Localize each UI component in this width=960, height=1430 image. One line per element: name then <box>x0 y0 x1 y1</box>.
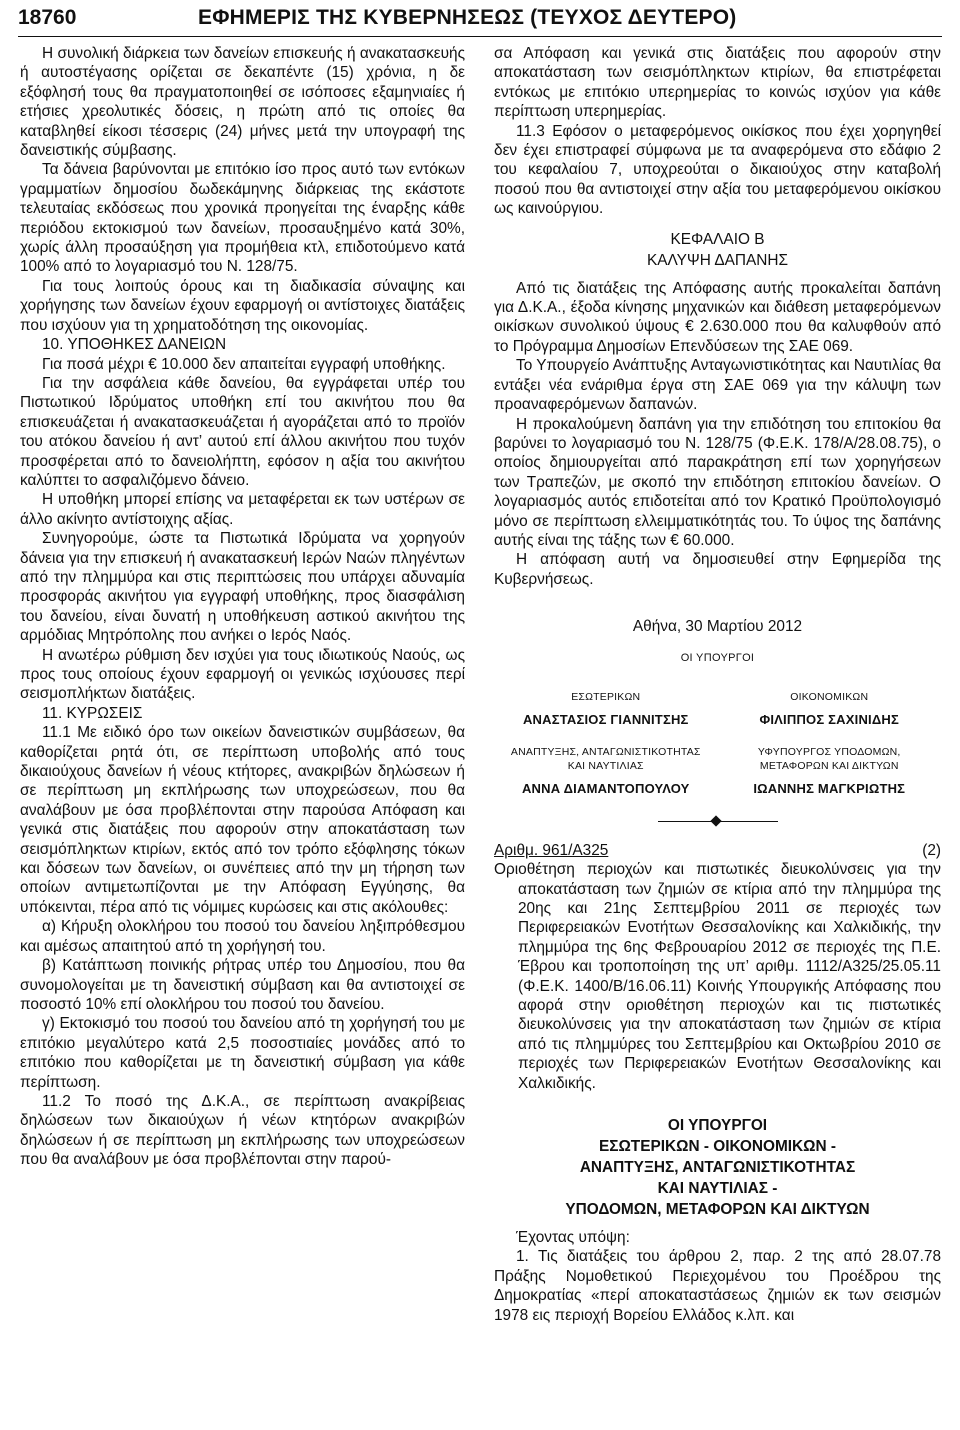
paragraph: 11.2 Το ποσό της Δ.Κ.Α., σε περίπτωση ανακρίβειας δηλώσεων των δικαιούχων ή νέων κτητόρων ανακριβών δηλώσεων ή σε περίπτωση μη εκπλήρωσης των υποχρεώσεων που θα αναλάβουν με όσα προβλέπονται στην παρού- <box>20 1092 465 1169</box>
chapter-heading <box>494 229 941 271</box>
signature-role-line: ΑΝΑΠΤΥΞΗΣ, ΑΝΤΑΓΩΝΙΣΤΙΚΟΤΗΤΑΣ <box>510 746 701 759</box>
paragraph: Συνηγορούμε, ώστε τα Πιστωτικά Ιδρύματα να χορηγούν δάνεια για την επισκευή ή ανακατασκευή Ιερών Ναών πληγέντων από την πλημμύρα και στις περιπτώσεις που υπάρχει αδυναμία προσφοράς ακινήτου για εγγραφή υποθήκης, προς διασφάλιση του δανείου, είναι δυνατή η υποθήκευση αστικού ακινήτου της αρμόδιας Μητρόπολης που ανήκει ο Ιερός Ναός. <box>20 530 465 645</box>
signature-name: ΦΙΛΙΠΠΟΣ ΣΑΧΙΝΙΔΗΣ <box>759 711 899 727</box>
gazette-title: ΕΦΗΜΕΡΙΣ ΤΗΣ ΚΥΒΕΡΝΗΣΕΩΣ (ΤΕΥΧΟΣ ΔΕΥΤΕΡΟ) <box>198 6 737 29</box>
signature-date: Αθήνα, 30 Μαρτίου 2012 <box>632 618 803 636</box>
signature-block <box>494 690 718 729</box>
paragraph: Η προκαλούμενη δαπάνη για την επιδότηση του επιτοκίου θα βαρύνει το λογαριασμό του Ν. 128/75 (Φ.Ε.Κ. 178/Α/28.08.75), ο οποίος δημιουργείται από παρακράτηση επί των χορηγήσεων των Τραπεζών, με σκοπό την επιδότηση επιτοκίου δανείων. Ο λογαριασμός αυτός επιδοτείται από τον Κρατικό Προϋπολογισμό μόνο σε περίπτωση ελλειμματικότητάς του. Το ύψος της δαπάνης αυτής είναι της τάξης των € 60.000. <box>494 415 941 549</box>
diamond-icon <box>710 815 721 826</box>
right-column <box>494 44 941 1325</box>
signature-role: ΟΙΚΟΝΟΜΙΚΩΝ <box>790 690 869 703</box>
paragraph: σα Απόφαση και γενικά στις διατάξεις που αφορούν στην αποκατάσταση των σεισμόπληκτων κτιρίων, θα επιστρέφεται εντόκως με επιτόκιο υπερημερίας το κοινώς ισχύον για κάθε περίπτωση υπερημερίας. <box>494 45 941 121</box>
section-heading-10: 10. ΥΠΟΘΗΚΕΣ ΔΑΝΕΙΩΝ <box>42 336 227 354</box>
paragraph: Για ποσά μέχρι € 10.000 δεν απαιτείται εγγραφή υποθήκης. <box>42 355 446 373</box>
signature-block <box>494 745 718 798</box>
paragraph: Το Υπουργείο Ανάπτυξης Ανταγωνιστικότητας και Ναυτιλίας θα εντάξει νέα ενάριθμα έργα στη ΣΑΕ 069 για την κάλυψη των προαναφερόμενων δαπανών. <box>494 357 942 414</box>
paragraph: Για την ασφάλεια κάθε δανείου, θα εγγράφεται υπέρ του Πιστωτικού Ιδρύματος υποθήκη επί του ακινήτου που θα επισκευάζεται ή ανακατασκευάζεται ή αγοράζεται από το προϊόν του ατόκου δανείου ή αντ’ αυτού επί άλλου ακινήτου που τυχόν προσφέρεται από το δανειολήπτη, εφόσον η αξία του ακινήτου καλύπτει το ασφαλιζόμενο δάνειο. <box>20 374 465 489</box>
header-rule <box>18 36 942 37</box>
signature-name: ΑΝΑΣΤΑΣΙΟΣ ΓΙΑΝΝΙΤΣΗΣ <box>522 711 689 727</box>
signature-block <box>718 745 942 798</box>
list-item-b: β) Κατάπτωση ποινικής ρήτρας υπέρ του Δημοσίου, που θα συνομολογείται με τη δανειστική σύμβαση και θα αντιστοιχεί σε ποσοστό 10% επί ολοκλήρου του ποσού του δανείου. <box>20 957 465 1013</box>
page-number: 18760 <box>18 6 77 29</box>
section-divider <box>494 815 941 829</box>
ministers-label: ΟΙ ΥΠΟΥΡΓΟΙ <box>680 651 755 664</box>
signature-role: ΕΣΩΤΕΡΙΚΩΝ <box>571 690 641 703</box>
decision-title: Οριοθέτηση περιοχών και πιστωτικές διευκολύνσεις για την αποκατάσταση των ζημιών σε κτίρια από την πλημμύρα της 20ης και 21ης Σεπτεμβρίου 2011 σε περιοχές των Περιφερειακών Ενοτήτων Θεσσαλονίκης και Χαλκιδικής, την πλημμύρα της 6ης Φεβρουαρίου 2012 σε περιοχές της Π.Ε. Έβρου και τροποποίηση της υπ’ αριθμ. 1112/Α325/25.05.11 (Φ.Ε.Κ. 1400/Β/16.06.11) Κοινής Υπουργικής Απόφασης που αφορά στην οριοθέτηση περιοχών και τις πιστωτικές διευκολύνσεις για την αποκατάσταση των ζημιών σε κτίρια από τις πλημμύρες του Σεπτεμβρίου και Οκτωβρίου 2010 σε περιοχές των Περιφερειακών Ενοτήτων Θεσσαλονίκης και Χαλκιδικής. <box>494 861 941 1092</box>
left-column <box>20 44 465 1170</box>
signature-row <box>494 690 941 729</box>
paragraph: 1. Τις διατάξεις του άρθρου 2, παρ. 2 της από 28.07.78 Πράξης Νομοθετικού Περιεχομένου του Προέδρου της Δημοκρατίας «περί αποκαταστάσεως ζημιών εκ των σεισμών 1978 εις περιοχή Βορείου Ελλάδος κ.λπ. και <box>494 1248 941 1324</box>
list-item-c: γ) Εκτοκισμό του ποσού του δανείου από τη χορήγησή του με επιτόκιο μεγαλύτερο κατά 2,5 ποσοστιαίες μονάδες από το επιτόκιο που καθορίζεται με τη δανειστική σύμβαση για κάθε περίπτωση. <box>20 1015 465 1091</box>
decision-sequence: (2) <box>922 841 941 859</box>
having-regard: Έχοντας υπόψη: <box>516 1229 630 1247</box>
signature-name: ΙΩΑΝΝΗΣ ΜΑΓΚΡΙΩΤΗΣ <box>753 781 906 797</box>
chapter-title: ΚΕΦΑΛΑΙΟ Β <box>670 230 765 248</box>
ministers-heading-line: ΑΝΑΠΤΥΞΗΣ, ΑΝΤΑΓΩΝΙΣΤΙΚΟΤΗΤΑΣ <box>579 1159 856 1177</box>
paragraph: Για τους λοιπούς όρους και τη διαδικασία σύναψης και χορήγησης των δανείων έχουν εφαρμογή οι αντίστοιχες διατάξεις που ισχύουν για τη χρηματοδότηση της οικονομίας. <box>20 277 465 334</box>
ministers-heading-line: ΚΑΙ ΝΑΥΤΙΛΙΑΣ - <box>657 1180 778 1198</box>
paragraph: Η υποθήκη μπορεί επίσης να μεταφέρεται εκ των υστέρων σε άλλο ακίνητο αντίστοιχης αξίας. <box>20 491 465 528</box>
paragraph: 11.3 Εφόσον ο μεταφερόμενος οικίσκος που έχει χορηγηθεί δεν έχει επιστραφεί σύμφωνα με τα αναφερόμενα στο εδάφιο 2 του κεφαλαίου 7, υποχρεούται ο δικαιούχος στην καταβολή ποσού που θα αντιστοιχεί στην αξία του μεταφερόμενου οικίσκου ως καινούργιου. <box>494 122 941 218</box>
chapter-subtitle: ΚΑΛΥΨΗ ΔΑΠΑΝΗΣ <box>646 251 788 269</box>
signature-role <box>494 745 718 773</box>
signature-role-line: ΚΑΙ ΝΑΥΤΙΛΙΑΣ <box>567 760 644 773</box>
paragraph: Από τις διατάξεις της Απόφασης αυτής προκαλείται δαπάνη για Δ.Κ.Α., έξοδα κίνησης μηχανικών και διάθεση μεταφερόμενων οικίσκων συνολικού ύψους € 2.630.000 που θα καλυφθούν από το Πρόγραμμα Δημοσίων Επενδύσεων της ΣΑΕ 069. <box>494 279 941 355</box>
signature-name: ΑΝΝΑ ΔΙΑΜΑΝΤΟΠΟΥΛΟΥ <box>521 781 690 797</box>
signature-role <box>718 745 942 773</box>
signature-block <box>718 690 942 729</box>
decision-number: Αριθμ. 961/Α325 <box>494 841 609 859</box>
signature-role-line: ΜΕΤΑΦΟΡΩΝ ΚΑΙ ΔΙΚΤΥΩΝ <box>759 760 899 773</box>
ministers-heading-line: ΟΙ ΥΠΟΥΡΓΟΙ <box>667 1117 768 1135</box>
page-header <box>18 0 942 36</box>
decision-number-row <box>494 841 941 860</box>
ministers-heading <box>494 1115 941 1220</box>
section-heading-11: 11. ΚΥΡΩΣΕΙΣ <box>42 704 143 722</box>
paragraph: Τα δάνεια βαρύνονται με επιτόκιο ίσο προς αυτό των εντόκων γραμματίων δημοσίου δωδεκάμηνης διάρκειας της εκάστοτε τελευταίας εκδόσεως που χρονικά προηγείται της έναρξης κάθε περιόδου εκτοκισμού των δανείων, προσαυξημένο κατά 30%, χωρίς άλλη προσαύξηση για προμήθεια κτλ, επιδοτούμενο κατά 100% από το λογαριασμό του Ν. 128/75. <box>20 161 465 276</box>
paragraph: Η ανωτέρω ρύθμιση δεν ισχύει για τους ιδιωτικούς Ναούς, ως προς τους οποίους έχουν εφαρμογή οι γενικώς ισχύουσες περί σεισμοπλήκτων διατάξεις. <box>20 646 465 703</box>
paragraph: Η συνολική διάρκεια των δανείων επισκευής ή ανακατασκευής ή αυτοστέγασης ορίζεται σε δεκαπέντε (15) χρόνια, η δε εξόφλησή τους θα πραγματοποιηθεί σε ισόποσες εξαμηνιαίες ή ετήσιες χρεολυτικές δόσεις, η πρώτη από τις οποίες θα καταβληθεί είκοσι τέσσερις (24) μήνες μετά την υπογραφή της δανειστικής σύμβασης. <box>20 45 465 160</box>
ministers-heading-line: ΕΣΩΤΕΡΙΚΩΝ - ΟΙΚΟΝΟΜΙΚΩΝ - <box>598 1138 837 1156</box>
paragraph: 11.1 Με ειδικό όρο των οικείων δανειστικών συμβάσεων, θα καθορίζεται ρητά ότι, σε περίπτωση υποβολής από τους δικαιούχους δανείων ή νέους κτήτορες, ανακριβών δηλώσεων ή σε περίπτωση μη εκπλήρωσης των υποχρεώσεων, που θα αναλάβουν με όσα προβλέπονται στην παρούσα Απόφαση και γενικά στις διατάξεις που αφορούν στην αποκατάσταση των σεισμόπληκτων κτιρίων, εκτός από τον τρόπο εξόφλησης τόκων και δόσεων των δανείων, οι συνέπειες από την μη τήρηση των οποίων αντιμετωπίζονται με την Απόφαση Εγγύησης, θα υπόκεινται, πέρα από τις νόμιμες κυρώσεις και στις ακόλουθες: <box>20 724 465 916</box>
paragraph: Η απόφαση αυτή να δημοσιευθεί στην Εφημερίδα της Κυβερνήσεως. <box>494 551 941 588</box>
signature-role-line: ΥΦΥΠΟΥΡΓΟΣ ΥΠΟΔΟΜΩΝ, <box>757 746 901 759</box>
list-item-a: α) Κήρυξη ολοκλήρου του ποσού του δανείου ληξιπρόθεσμου και αμέσως απαιτητού από τη χορήγησή του. <box>20 918 465 955</box>
ministers-heading-line: ΥΠΟΔΟΜΩΝ, ΜΕΤΑΦΟΡΩΝ ΚΑΙ ΔΙΚΤΥΩΝ <box>565 1201 870 1219</box>
signature-row <box>494 745 941 798</box>
